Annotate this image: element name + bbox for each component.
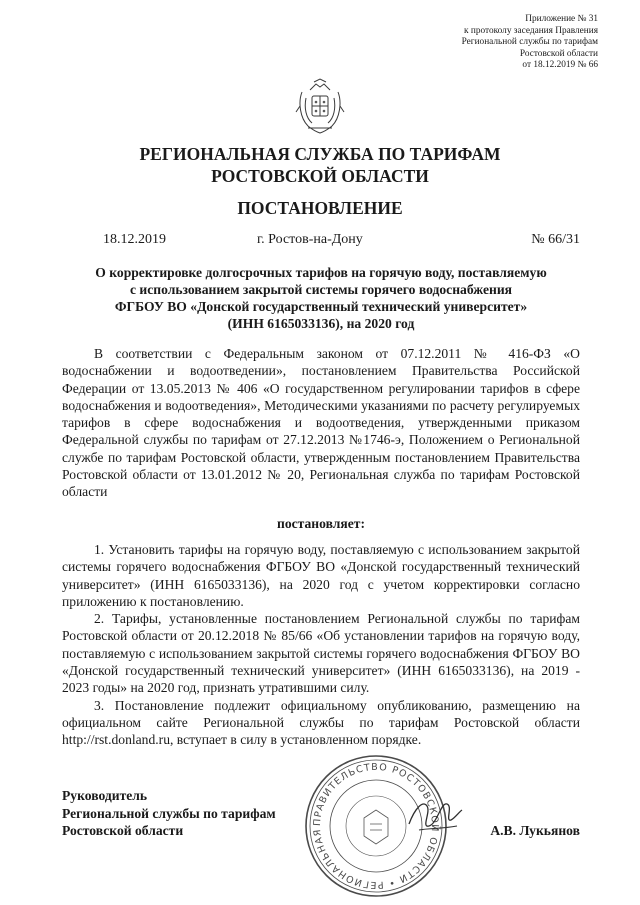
organization-title-line: РЕГИОНАЛЬНАЯ СЛУЖБА ПО ТАРИФАМ — [139, 144, 501, 164]
handwritten-signature-icon — [405, 788, 465, 838]
subject-line: с использованием закрытой системы горячего водоснабжения — [129, 282, 513, 297]
document-number: № 66/31 — [531, 232, 580, 247]
coat-of-arms-icon — [294, 78, 346, 136]
decree-item-3: 3. Постановление подлежит официальному опубликованию, размещению на официальном сайте Региональной службы по тарифам Ростовской области http://rst.donland.ru, вступает в силу в установленном порядке. — [62, 697, 580, 748]
subject-line: (ИНН 6165033136), на 2020 год — [227, 316, 415, 331]
signer-name: А.В. Лукьянов — [490, 823, 580, 838]
appendix-line: Региональной службы по тарифам — [461, 37, 598, 48]
organization-title — [60, 143, 580, 187]
subject-line: О корректировке долгосрочных тарифов на горячую воду, поставляемую — [95, 265, 547, 280]
preamble-paragraph: В соответствии с Федеральным законом от 07.12.2011 № 416-ФЗ «О водоснабжении и водоотведении», постановлением Правительства Российской Федерации от 13.05.2013 № 406 «О государственном регулировании тарифов в сфере водоснабжения и водоотведения», Методическими указаниями по расчету регулируемых тарифов в сфере водоснабжения и водоотведения, утвержденными приказом Федеральной службы по тарифам от 27.12.2013 №1746-э, Положением о Региональной службе по тарифам Ростовской области, утвержденным постановлением Правительства Ростовской области от 13.01.2012 № 20, Региональная служба по тарифам Ростовской области — [62, 346, 580, 500]
decree-heading: постановляет: — [277, 516, 365, 531]
subject-line: ФГБОУ ВО «Донской государственный технический университет» — [114, 299, 528, 314]
decree-items — [62, 541, 580, 749]
document-city: г. Ростов-на-Дону — [257, 232, 363, 247]
organization-title-line: РОСТОВСКОЙ ОБЛАСТИ — [211, 166, 429, 186]
appendix-line: от 18.12.2019 № 66 — [522, 60, 598, 71]
document-subject — [62, 264, 580, 332]
appendix-line: Ростовской области — [519, 48, 598, 59]
document-type: ПОСТАНОВЛЕНИЕ — [237, 198, 403, 218]
signer-title-line: Руководитель — [62, 788, 148, 803]
appendix-line: Приложение № 31 — [525, 14, 598, 24]
document-date: 18.12.2019 — [103, 232, 166, 247]
decree-item-1: 1. Установить тарифы на горячую воду, поставляемую с использованием закрытой системы горячего водоснабжения ФГБОУ ВО «Донской государственный технический университет» (ИНН 6165033136), на 2020 год с учетом корректировки согласно приложению к постановлению. — [62, 542, 580, 609]
seal-text: ПРАВИТЕЛЬСТВО РОСТОВСКОЙ ОБЛАСТИ • РЕГИОНАЛЬНАЯ — [311, 761, 441, 891]
signer-title-line: Ростовской области — [62, 823, 184, 838]
signer-title-line: Региональной службы по тарифам — [62, 805, 276, 821]
signer-title — [62, 787, 276, 840]
appendix-note — [398, 14, 598, 72]
decree-item-2: 2. Тарифы, установленные постановлением Региональной службы по тарифам Ростовской области от 20.12.2018 № 85/66 «Об установлении тарифов на горячую воду, поставляемую с использованием закрытой системы горячего водоснабжения ФГБОУ ВО «Донской государственный технический университет» (ИНН 6165033136), на 2019 - 2023 годы» на 2020 год, признать утратившими силу. — [62, 611, 580, 696]
appendix-line: к протоколу заседания Правления — [464, 25, 598, 36]
